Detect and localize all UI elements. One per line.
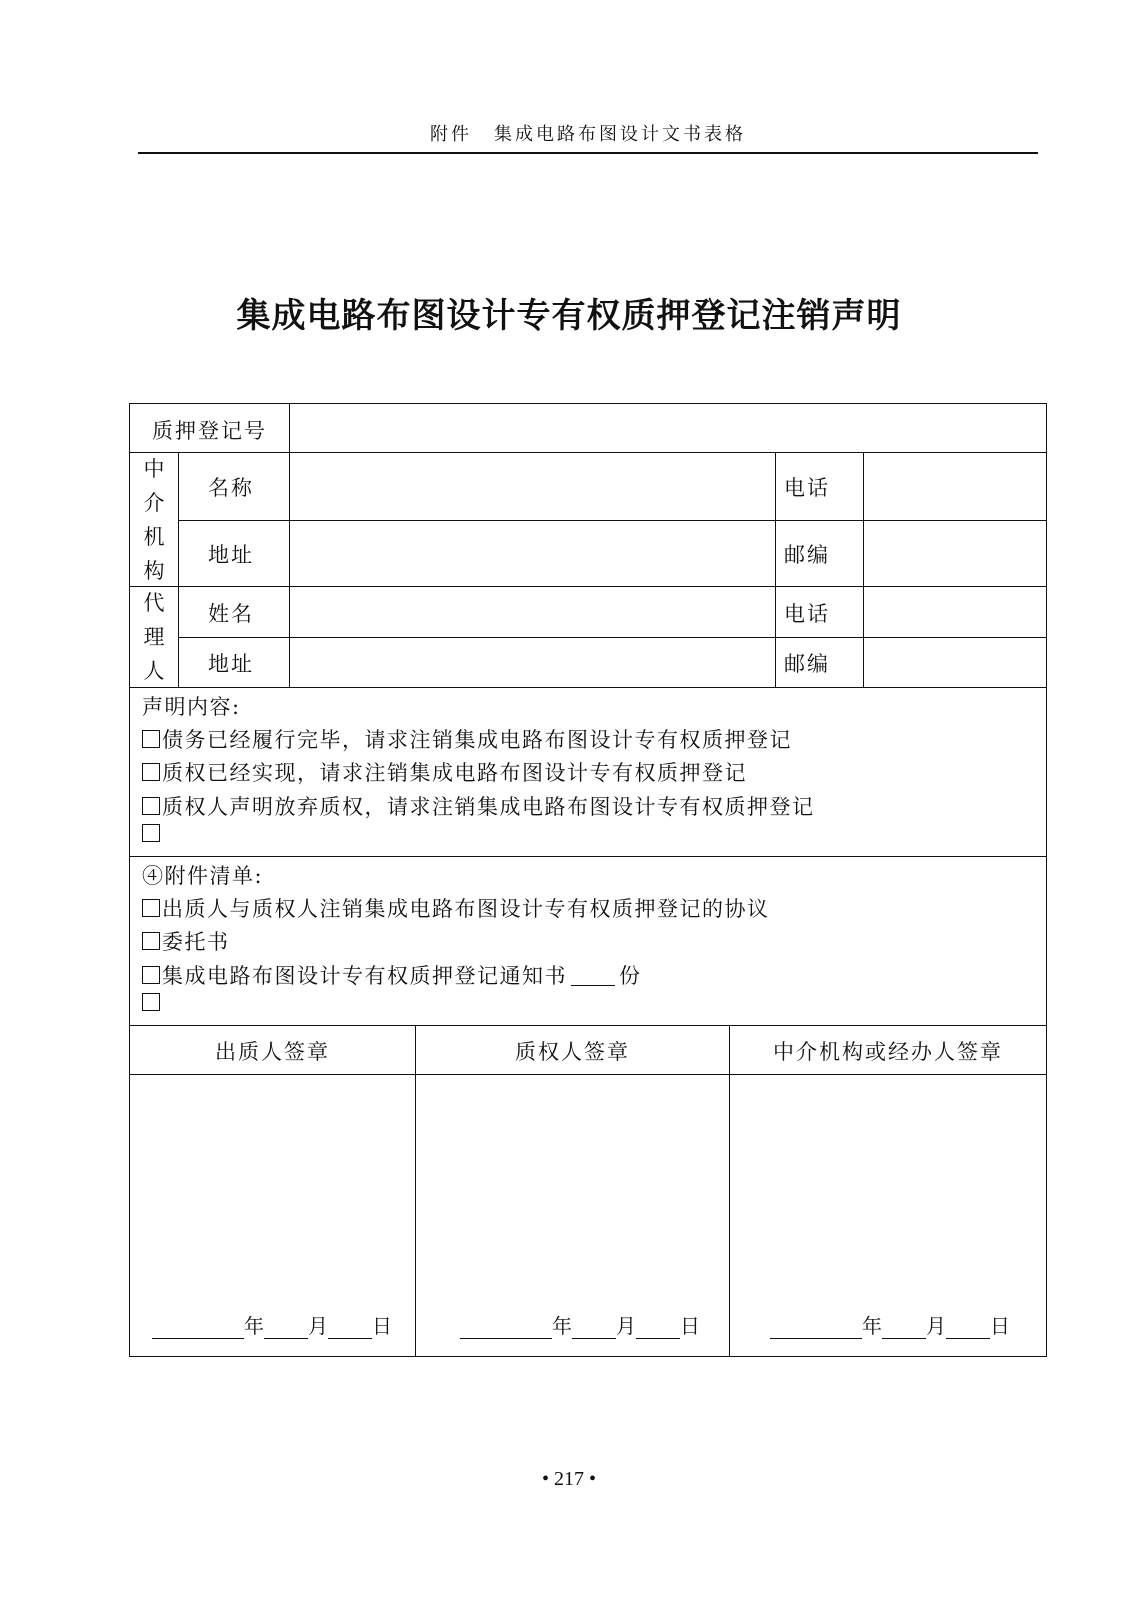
agency-signature-date: 年 月 日	[770, 1310, 1010, 1339]
document-title: 集成电路布图设计专有权质押登记注销声明	[236, 296, 902, 336]
agency-signature-area[interactable]	[731, 1076, 1044, 1306]
agent-name-label: 姓名	[208, 602, 254, 626]
agent-phone-label: 电话	[784, 602, 830, 626]
day-field[interactable]	[636, 1318, 680, 1339]
col-divider	[863, 452, 864, 687]
row-divider	[178, 520, 1046, 521]
declaration-checkbox[interactable]	[142, 824, 160, 842]
agent-address-label: 地址	[208, 652, 254, 676]
col-divider	[415, 1025, 416, 1357]
attachments-heading: ④附件清单:	[142, 864, 264, 888]
header-title: 集成电路布图设计文书表格	[494, 124, 746, 145]
agency-name-field[interactable]	[292, 454, 773, 518]
attachment-item: 委托书	[142, 926, 230, 956]
declaration-checkbox[interactable]	[142, 797, 160, 815]
col-divider	[775, 452, 776, 687]
year-field[interactable]	[770, 1318, 862, 1339]
month-field[interactable]	[572, 1318, 616, 1339]
row-divider	[130, 856, 1046, 857]
copies-count-field[interactable]	[571, 965, 615, 986]
pledgor-signature-area[interactable]	[132, 1076, 414, 1306]
form-table	[129, 403, 1047, 1357]
attachment-checkbox[interactable]	[142, 993, 160, 1011]
declaration-option-other	[142, 824, 162, 842]
agent-address-field[interactable]	[292, 639, 773, 685]
declaration-option: 质权人声明放弃质权，请求注销集成电路布图设计专有权质押登记	[142, 791, 815, 821]
row-divider	[130, 1074, 1046, 1075]
agent-group-label: 代 理 人	[143, 591, 165, 683]
page-number: • 217 •	[541, 1468, 596, 1490]
day-field[interactable]	[328, 1318, 372, 1339]
attachment-item: 出质人与质权人注销集成电路布图设计专有权质押登记的协议	[142, 893, 770, 923]
col-divider	[289, 404, 290, 687]
pledgor-signature-label: 出质人签章	[215, 1040, 330, 1064]
col-divider	[729, 1025, 730, 1357]
running-header	[138, 120, 1038, 146]
day-field[interactable]	[946, 1318, 990, 1339]
pledgee-signature-label: 质权人签章	[515, 1040, 630, 1064]
attachment-item: 集成电路布图设计专有权质押登记通知书 份	[142, 960, 642, 990]
attachment-checkbox[interactable]	[142, 932, 160, 950]
agency-address-label: 地址	[208, 543, 254, 567]
year-field[interactable]	[460, 1318, 552, 1339]
attachment-item-other	[142, 993, 162, 1011]
agent-phone-field[interactable]	[866, 588, 1044, 635]
attachment-checkbox[interactable]	[142, 899, 160, 917]
pledge-registration-number-field[interactable]	[292, 406, 1044, 450]
pledgee-signature-area[interactable]	[417, 1076, 728, 1306]
header-rule	[138, 152, 1038, 154]
agency-signature-label: 中介机构或经办人签章	[773, 1040, 1003, 1064]
agency-phone-label: 电话	[784, 476, 830, 500]
agent-name-field[interactable]	[292, 588, 773, 635]
agency-postcode-label: 邮编	[784, 543, 830, 567]
attachment-checkbox[interactable]	[142, 966, 160, 984]
row-divider	[130, 586, 1046, 587]
row-divider	[130, 1025, 1046, 1026]
agency-name-label: 名称	[208, 476, 254, 500]
agent-postcode-field[interactable]	[866, 639, 1044, 685]
month-field[interactable]	[264, 1318, 308, 1339]
year-field[interactable]	[152, 1318, 244, 1339]
declaration-option: 债务已经履行完毕，请求注销集成电路布图设计专有权质押登记	[142, 724, 792, 754]
declaration-heading: 声明内容:	[142, 695, 241, 719]
row-divider	[130, 452, 1046, 453]
row-divider	[130, 687, 1046, 688]
agency-postcode-field[interactable]	[866, 522, 1044, 584]
declaration-checkbox[interactable]	[142, 763, 160, 781]
month-field[interactable]	[882, 1318, 926, 1339]
agency-phone-field[interactable]	[866, 454, 1044, 518]
pledgor-signature-date: 年 月 日	[152, 1310, 392, 1339]
row-divider	[178, 637, 1046, 638]
declaration-option: 质权已经实现，请求注销集成电路布图设计专有权质押登记	[142, 757, 747, 787]
header-part: 附件	[430, 124, 472, 145]
col-divider	[178, 452, 179, 687]
pledge-registration-number-label: 质押登记号	[152, 419, 267, 443]
agent-postcode-label: 邮编	[784, 652, 830, 676]
declaration-checkbox[interactable]	[142, 730, 160, 748]
agency-address-field[interactable]	[292, 522, 773, 584]
pledgee-signature-date: 年 月 日	[460, 1310, 700, 1339]
agency-group-label: 中 介 机 构	[143, 457, 165, 583]
